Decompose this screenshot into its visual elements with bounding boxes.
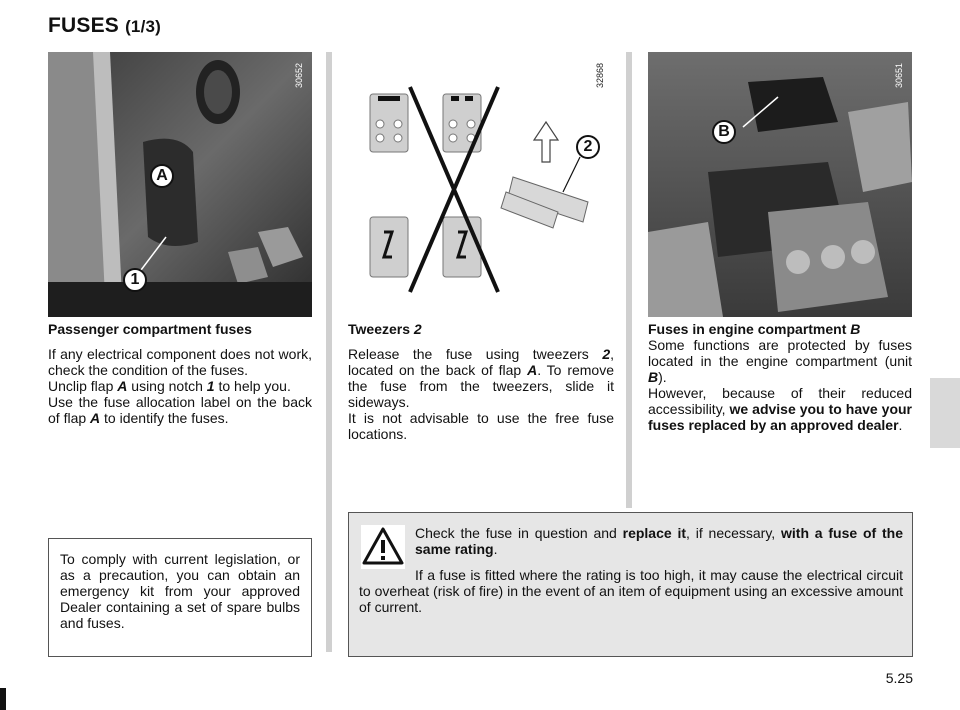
callout-2: 2 (576, 135, 600, 159)
passenger-compartment-illustration (48, 52, 312, 317)
photo-engine-compartment (648, 52, 912, 317)
column-divider-2 (626, 52, 632, 508)
legal-note-box (48, 538, 312, 657)
passenger-fuses-section (48, 321, 312, 426)
column-divider-1 (326, 52, 332, 652)
warning-triangle-icon (361, 525, 405, 569)
page-title-sub: (1/3) (125, 17, 162, 36)
warning-paragraph: Check the fuse in question and replace it, if necessary, with a fuse of the same rating. (415, 525, 903, 557)
section-heading: Fuses in engine compartment B (648, 321, 861, 337)
engine-fuses-section (648, 321, 912, 433)
page-number: 5.25 (885, 670, 913, 686)
photo-passenger-compartment (48, 52, 312, 317)
photo-ref-number: 32868 (595, 62, 605, 88)
photo-tweezers (348, 52, 614, 317)
paragraph: It is not advisable to use the free fuse locations. (348, 410, 614, 442)
paragraph: Unclip flap A using notch 1 to help you. (48, 378, 291, 394)
warning-paragraph: If a fuse is fitted where the rating is too high, it may cause the electrical circuit to overheat (risk of fire) in the event of an item of equipment using an excessive amount of current. (359, 567, 903, 615)
page-title: FUSES (1/3) (48, 14, 162, 37)
warning-box (348, 512, 913, 657)
callout-a: A (150, 164, 174, 188)
paragraph: However, because of their reduced accessibility, we advise you to have your fuses replaced by an approved dealer. (648, 385, 912, 433)
photo-ref-number: 30651 (894, 62, 904, 88)
tweezers-illustration (348, 52, 614, 317)
engine-compartment-illustration (648, 52, 912, 317)
paragraph: Some functions are protected by fuses located in the engine compartment (unit B). (648, 337, 912, 385)
callout-1: 1 (123, 268, 147, 292)
section-heading: Passenger compartment fuses (48, 321, 252, 337)
corner-mark (0, 688, 6, 710)
callout-b: B (712, 120, 736, 144)
legal-note-text: To comply with current legislation, or as a precaution, you can obtain an emergency kit from your approved Dealer containing a set of spare bulbs and fuses. (60, 551, 300, 631)
paragraph: Release the fuse using tweezers 2, located on the back of flap A. To remove the fuse from the tweezers, slide it sideways. (348, 346, 614, 410)
section-tab (930, 378, 960, 448)
paragraph: Use the fuse allocation label on the back of flap A to identify the fuses. (48, 394, 312, 426)
section-heading: Tweezers 2 (348, 321, 422, 337)
photo-ref-number: 30652 (294, 62, 304, 88)
tweezers-section (348, 321, 614, 442)
paragraph: If any electrical component does not work, check the condition of the fuses. (48, 346, 312, 378)
